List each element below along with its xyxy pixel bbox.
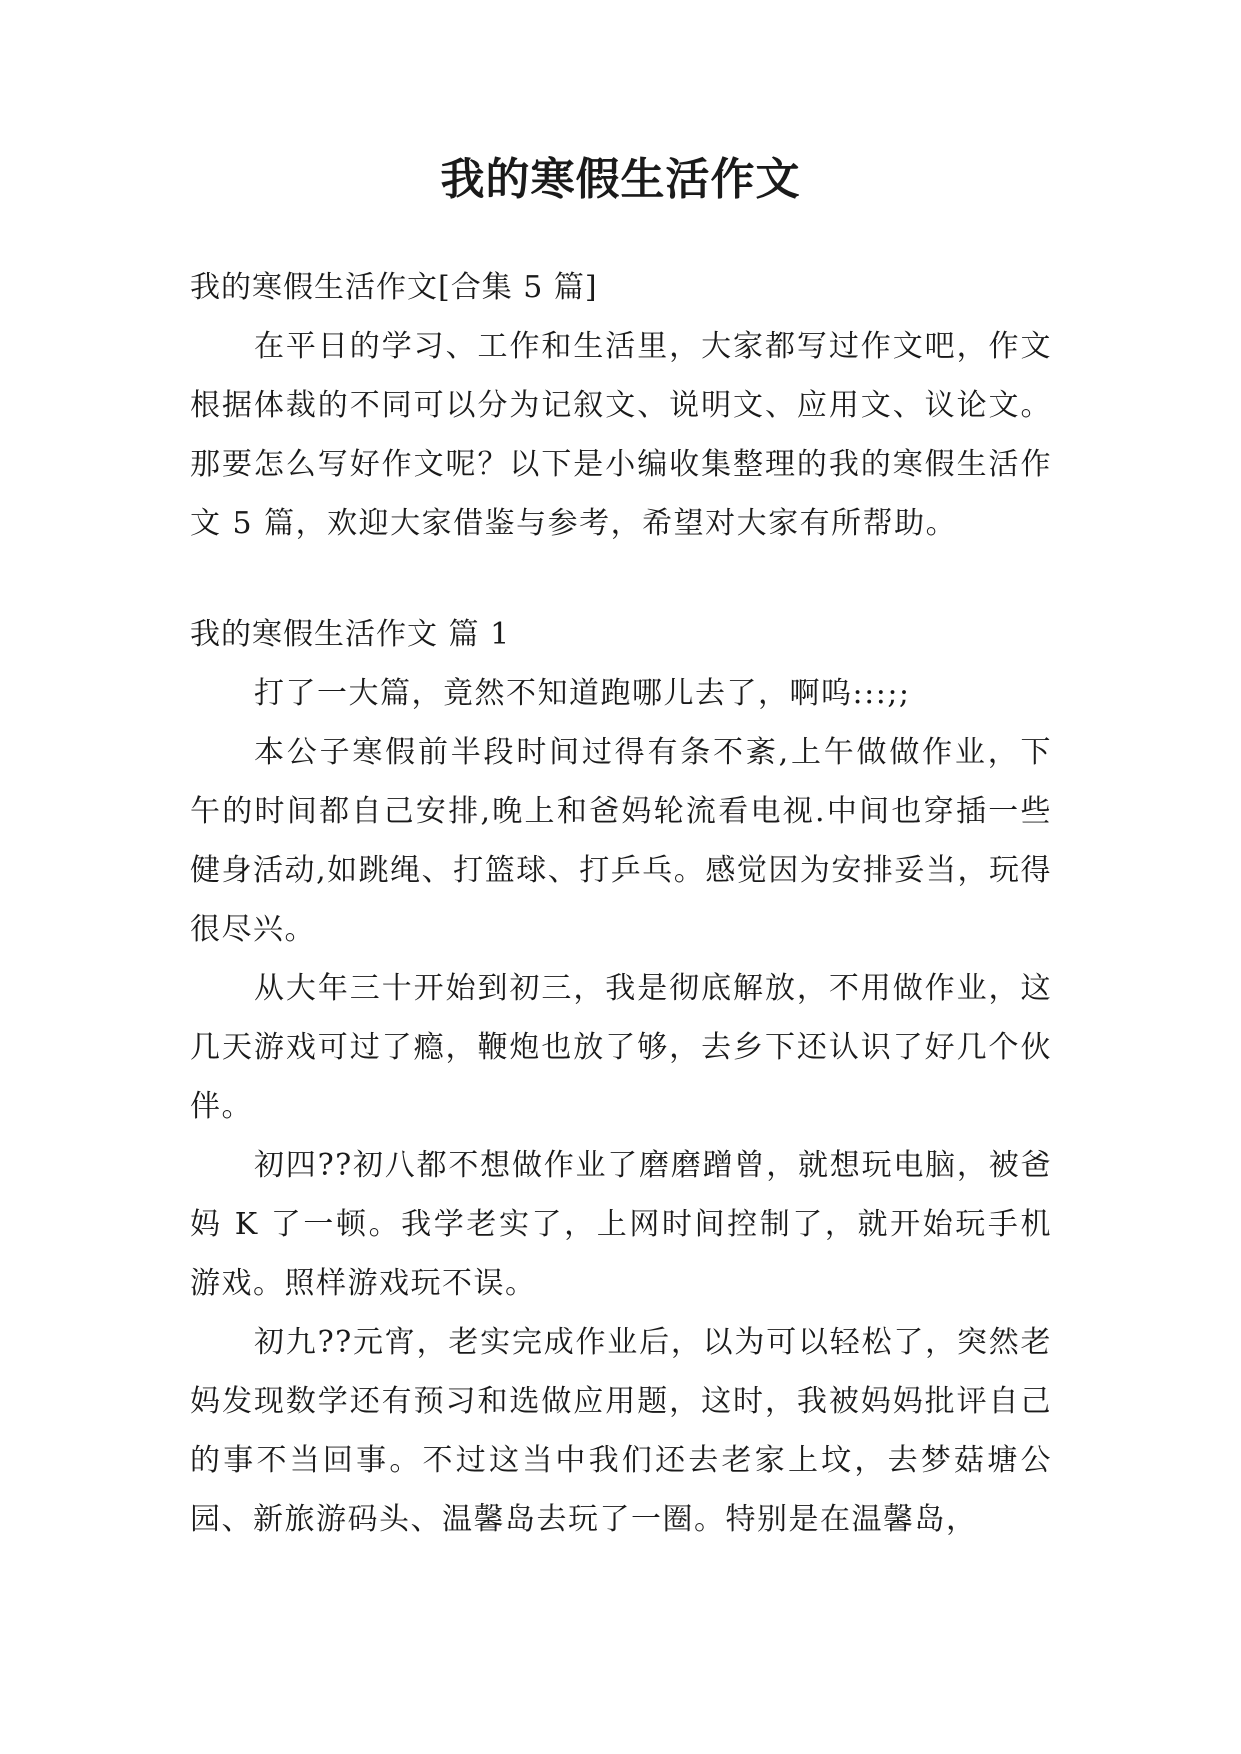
document-title: 我的寒假生活作文: [440, 154, 801, 205]
intro-paragraph: 在平日的学习、工作和生活里，大家都写过作文吧，作文根据体裁的不同可以分为记叙文、说明文、应用文、议论文。那要怎么写好作文呢？以下是小编收集整理的我的寒假生活作文 5 篇，欢迎大家借鉴与参考，希望对大家有所帮助。: [190, 329, 1052, 541]
body-paragraph: 从大年三十开始到初三，我是彻底解放，不用做作业，这几天游戏可过了瘾，鞭炮也放了够，去乡下还认识了好几个伙伴。: [190, 971, 1052, 1124]
section-heading: 我的寒假生活作文 篇 1: [190, 617, 511, 652]
document-body: [190, 258, 1052, 1549]
collection-subtitle: 我的寒假生活作文[合集 5 篇]: [190, 270, 598, 305]
body-paragraph: 本公子寒假前半段时间过得有条不紊,上午做做作业，下午的时间都自己安排,晚上和爸妈轮流看电视.中间也穿插一些健身活动,如跳绳、打篮球、打乒乓。感觉因为安排妥当，玩得很尽兴。: [190, 735, 1052, 947]
body-paragraph: 初四??初八都不想做作业了磨磨蹭曾，就想玩电脑，被爸妈 K 了一顿。我学老实了，上网时间控制了，就开始玩手机游戏。照样游戏玩不误。: [190, 1148, 1052, 1301]
section-gap: [190, 553, 1052, 605]
body-paragraph: 初九??元宵，老实完成作业后，以为可以轻松了，突然老妈发现数学还有预习和选做应用题，这时，我被妈妈批评自己的事不当回事。不过这当中我们还去老家上坟，去梦菇塘公园、新旅游码头、温馨岛去玩了一圈。特别是在温馨岛，: [190, 1325, 1052, 1537]
body-paragraph: 打了一大篇，竟然不知道跑哪儿去了，啊呜:::;;: [254, 676, 911, 711]
